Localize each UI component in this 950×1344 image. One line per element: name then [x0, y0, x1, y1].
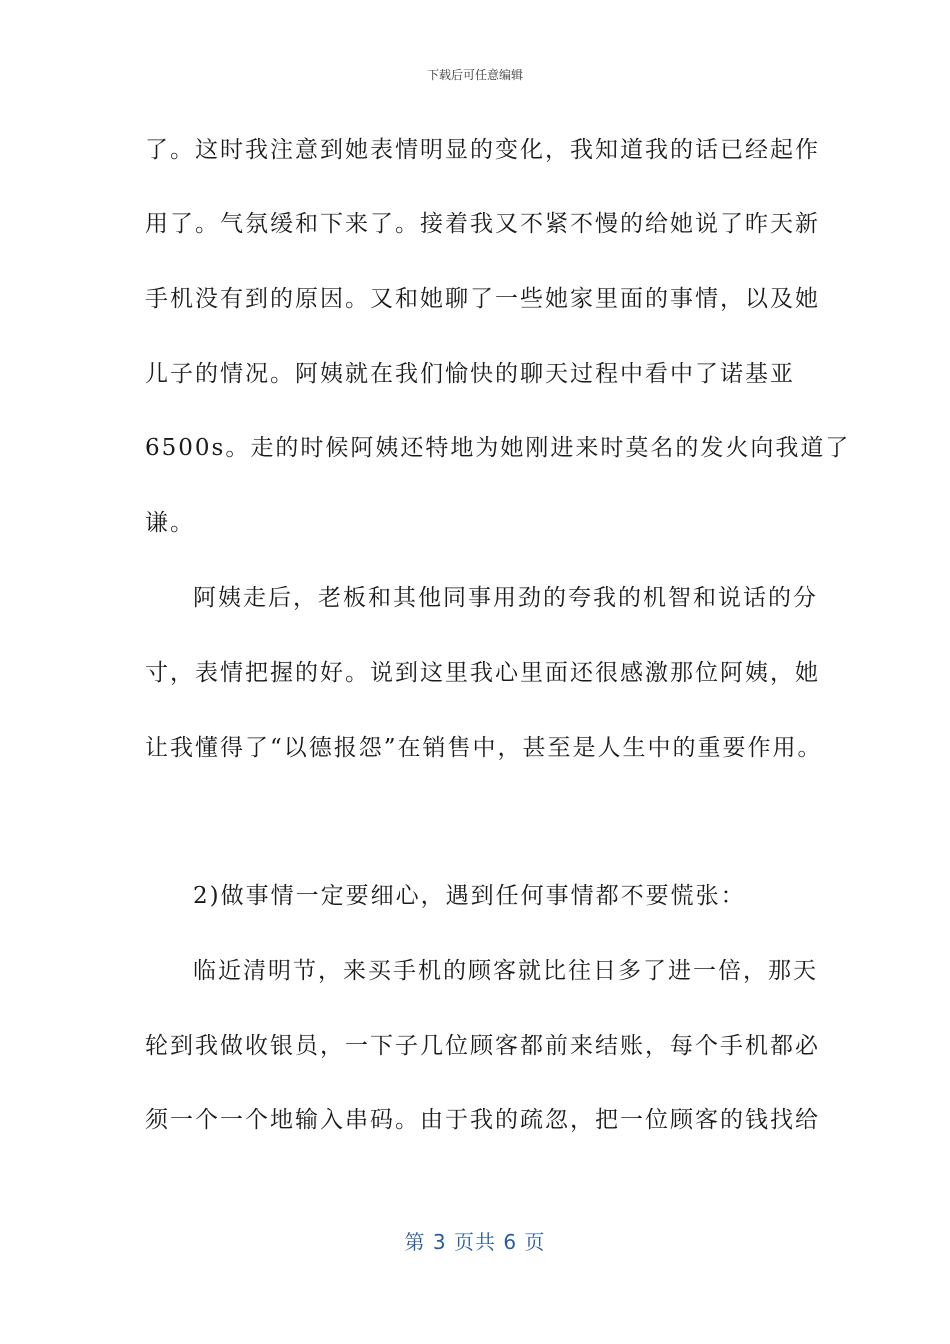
text-line: 了。这时我注意到她表情明显的变化，我知道我的话已经起作	[145, 137, 820, 163]
section-heading: 2)做事情一定要细心，遇到任何事情都不要慌张：	[193, 883, 746, 909]
text-line: 让我懂得了“以德报怨”在销售中，甚至是人生中的重要作用。	[145, 735, 823, 761]
text-line: 6500s。走的时候阿姨还特地为她刚进来时莫名的发火向我道了	[145, 435, 851, 461]
text-line: 谦。	[145, 510, 195, 536]
text-line: 手机没有到的原因。又和她聊了一些她家里面的事情，以及她	[145, 286, 820, 312]
text-line: 须一个一个地输入串码。由于我的疏忽，把一位顾客的钱找给	[145, 1107, 820, 1133]
page-number-footer: 第 3 页共 6 页	[404, 1230, 546, 1254]
text-line: 儿子的情况。阿姨就在我们愉快的聊天过程中看中了诺基亚	[145, 361, 795, 387]
text-line: 寸，表情把握的好。说到这里我心里面还很感激那位阿姨，她	[145, 660, 820, 686]
text-line: 轮到我做收银员，一下子几位顾客都前来结账，每个手机都必	[145, 1033, 820, 1059]
page-header: 下载后可任意编辑	[426, 68, 523, 82]
paragraph-first-line: 阿姨走后，老板和其他同事用劲的夸我的机智和说话的分	[193, 585, 818, 611]
text-line: 用了。气氛缓和下来了。接着我又不紧不慢的给她说了昨天新	[145, 211, 820, 237]
paragraph-first-line: 临近清明节，来买手机的顾客就比往日多了进一倍，那天	[193, 958, 818, 984]
